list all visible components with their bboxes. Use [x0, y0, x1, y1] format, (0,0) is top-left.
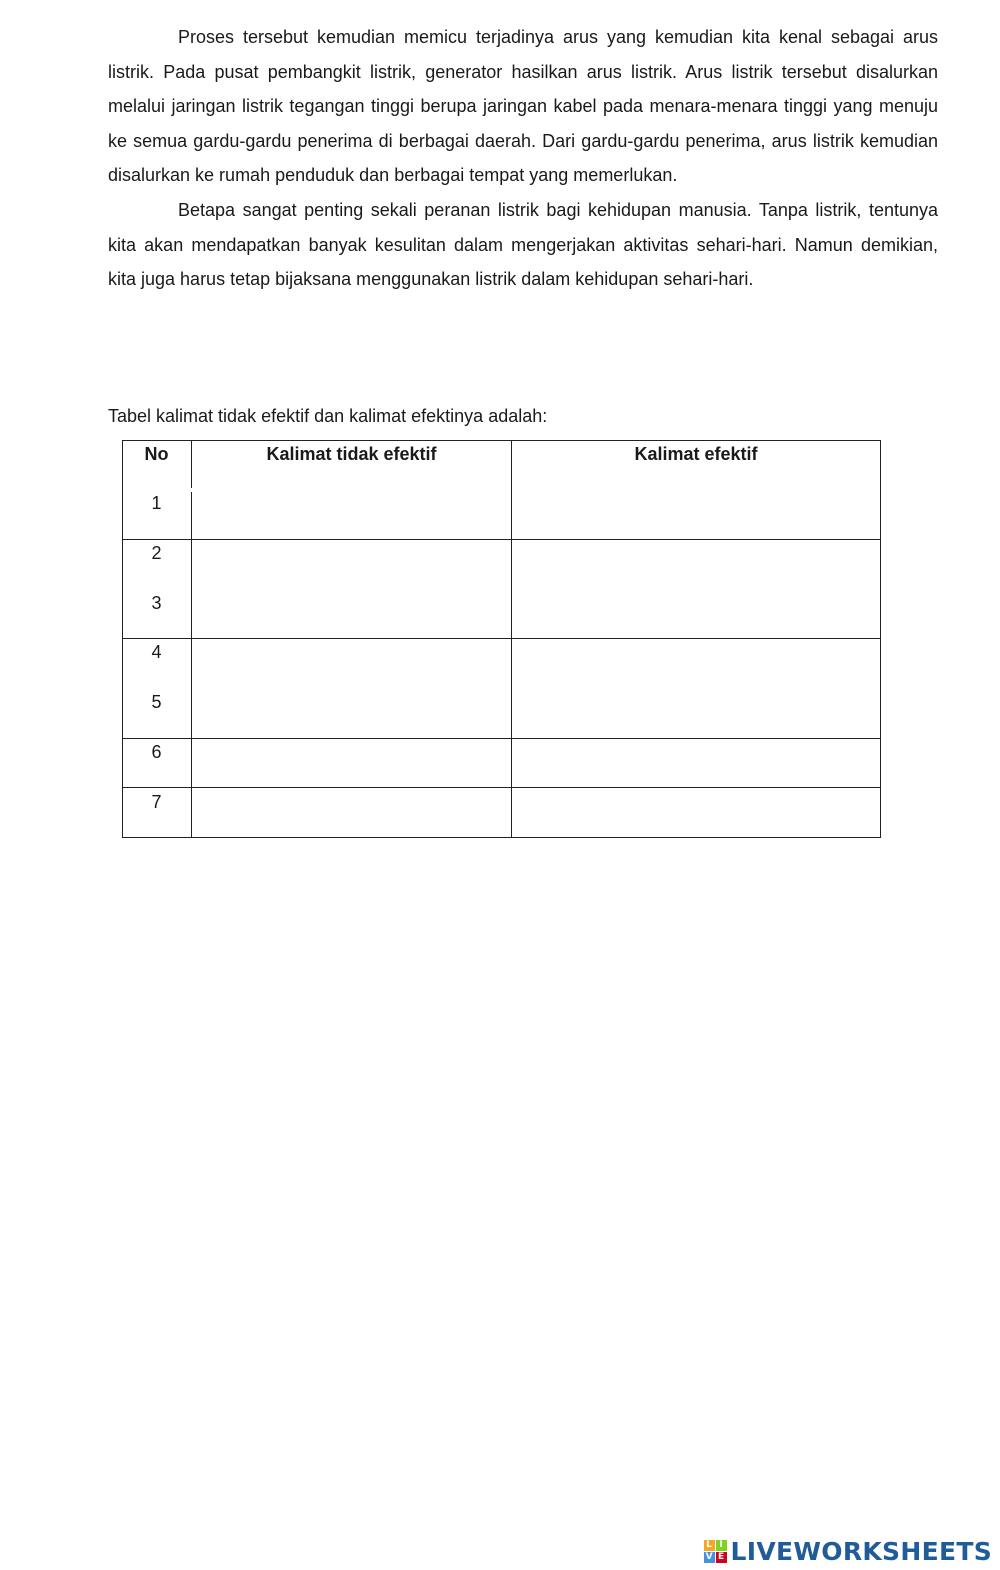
row-number-2: 2	[151, 543, 162, 563]
logo-letter: I	[716, 1540, 727, 1551]
logo-text: LIVEWORKSHEETS	[730, 1537, 992, 1566]
logo-letter: V	[704, 1552, 715, 1563]
table-border-right	[880, 440, 881, 838]
row-number-1: 1	[151, 493, 162, 513]
logo-mark-icon	[704, 1540, 727, 1563]
answer-field-tidak-efektif-2-3[interactable]	[194, 542, 508, 635]
answer-field-tidak-efektif-4-5[interactable]	[194, 641, 508, 735]
column-divider	[191, 492, 192, 838]
paragraph-2: Betapa sangat penting sekali peranan listrik bagi kehidupan manusia. Tanpa listrik, tentunya kita akan mendapatkan banyak kesulitan dalam mengerjakan aktivitas sehari-hari. Namun demikian, kita juga harus tetap bijaksana menggunakan listrik dalam kehidupan sehari-hari.	[108, 199, 938, 290]
liveworksheets-logo	[704, 1537, 992, 1566]
row-number-6: 6	[151, 742, 162, 762]
table-divider	[122, 738, 881, 739]
answer-field-efektif-7[interactable]	[514, 790, 877, 834]
table-caption: Tabel kalimat tidak efektif dan kalimat efektinya adalah:	[108, 406, 548, 426]
body-text	[108, 20, 938, 297]
row-number-5: 5	[151, 692, 162, 712]
table-border-top	[122, 440, 881, 441]
answer-field-tidak-efektif-1[interactable]	[194, 470, 508, 536]
header-kalimat-efektif: Kalimat efektif	[634, 444, 758, 464]
header-no: No	[144, 444, 169, 464]
row-number-7: 7	[151, 792, 162, 812]
answer-field-tidak-efektif-6[interactable]	[194, 741, 508, 784]
worksheet-table	[122, 440, 881, 838]
answer-field-efektif-2-3[interactable]	[514, 542, 877, 635]
table-divider	[122, 539, 881, 540]
answer-field-efektif-6[interactable]	[514, 741, 877, 784]
row-number-3: 3	[151, 593, 162, 613]
row-number-4: 4	[151, 642, 162, 662]
answer-field-efektif-4-5[interactable]	[514, 641, 877, 735]
header-kalimat-tidak-efektif: Kalimat tidak efektif	[266, 444, 437, 464]
answer-field-efektif-1[interactable]	[514, 470, 877, 536]
table-divider	[122, 787, 881, 788]
logo-letter: E	[716, 1552, 727, 1563]
table-divider	[122, 638, 881, 639]
column-divider	[511, 440, 512, 838]
answer-field-tidak-efektif-7[interactable]	[194, 790, 508, 834]
paragraph-1: Proses tersebut kemudian memicu terjadinya arus yang kemudian kita kenal sebagai arus listrik. Pada pusat pembangkit listrik, generator hasilkan arus listrik. Arus listrik tersebut disalurkan melalui jaringan listrik tegangan tinggi berupa jaringan kabel pada menara-menara tinggi yang menuju ke semua gardu-gardu penerima di berbagai daerah. Dari gardu-gardu penerima, arus listrik kemudian disalurkan ke rumah penduduk dan berbagai tempat yang memerlukan.	[108, 27, 938, 186]
table-border-bottom	[122, 837, 881, 838]
logo-letter: L	[704, 1540, 715, 1551]
